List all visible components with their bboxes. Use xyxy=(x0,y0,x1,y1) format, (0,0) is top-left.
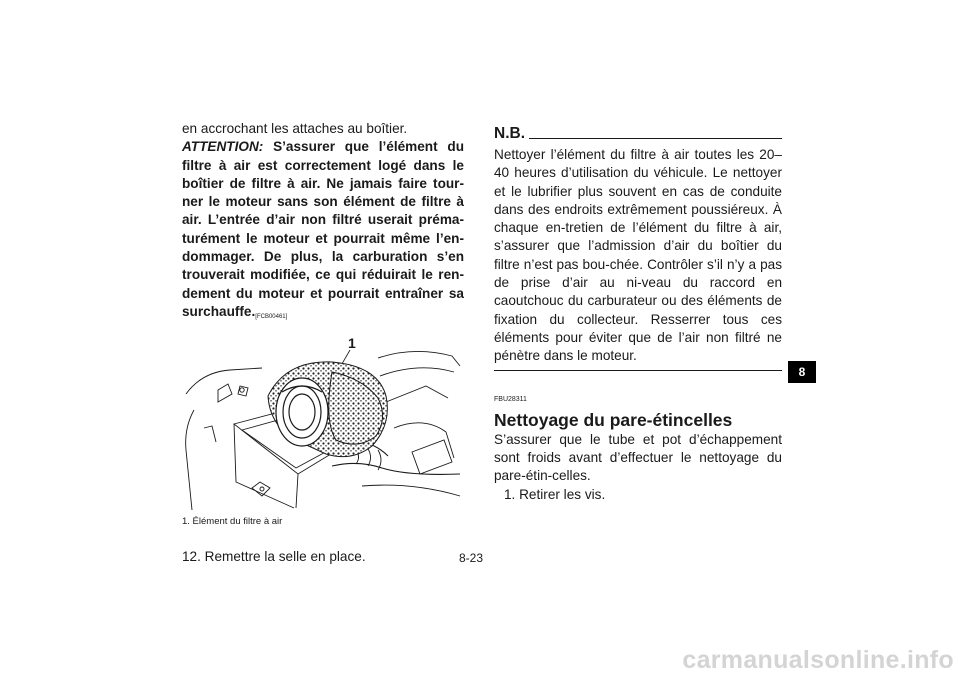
chapter-tab: 8 xyxy=(788,361,816,383)
right-column xyxy=(494,126,782,504)
section-title: Nettoyage du pare-étincelles xyxy=(494,409,733,430)
page-number: 8-23 xyxy=(459,551,484,565)
nb-text: Nettoyer l’élément du filtre à air toutes les 20–40 heures d’utilisation du véhicule. Le nettoyer et le lubrifier plus souvent en cas de conduite dans des endroits extrêmement poussiéreux. À chaque en-tretien de l’élément du filtre à air, s’assurer que l’admission d’air du boîtier du filtre n’est pas bou-chée. Contrôler s’il n’y a pas de prise d’air au ni-veau du raccord en caoutchouc du carburateur ou des éléments de fixation du collecteur. Resserrer tous ces éléments pour éviter que de l’air non filtré ne pénètre dans le moteur. xyxy=(494,147,782,364)
intro-text: en accrochant les attaches au boîtier. xyxy=(182,121,408,136)
nb-end-rule xyxy=(494,370,782,371)
nb-header-rule xyxy=(529,138,782,139)
step-1: 1. Retirer les vis. xyxy=(504,486,606,502)
attention-label: ATTENTION: xyxy=(182,139,264,155)
figure-caption: 1. Élément du filtre à air xyxy=(182,516,283,528)
air-filter-figure xyxy=(182,332,464,510)
section-text: S’assurer que le tube et pot d’échappement sont froids avant d’effectuer le nettoyage du pare-étin-celles. xyxy=(494,431,782,484)
nb-title: N.B. xyxy=(494,125,525,142)
reference-code: [FCB00461] xyxy=(255,313,288,320)
watermark: carmanualsonline.info xyxy=(682,646,954,674)
nb-header xyxy=(494,126,782,142)
attention-text: S’assurer que l’élément du filtre à air est correctement logé dans le boîtier de filtre à air. Ne jamais faire tour-ner le moteur sans son élément de filtre à air. L’entrée d’air non filtré userait préma-turément le moteur et pourrait même l’en-dommager. De plus, la carburation s’en trouverait modifiée, ce qui réduirait le ren-dement du moteur et pourrait entraîner sa surchauffe. xyxy=(182,139,464,319)
figure-callout-number: 1 xyxy=(348,335,356,352)
section-code: FBU28311 xyxy=(494,395,527,403)
attention-warning xyxy=(182,138,464,324)
left-column xyxy=(182,120,464,566)
step-12: 12. Remettre la selle en place. xyxy=(182,548,366,564)
air-filter-illustration xyxy=(182,332,464,510)
